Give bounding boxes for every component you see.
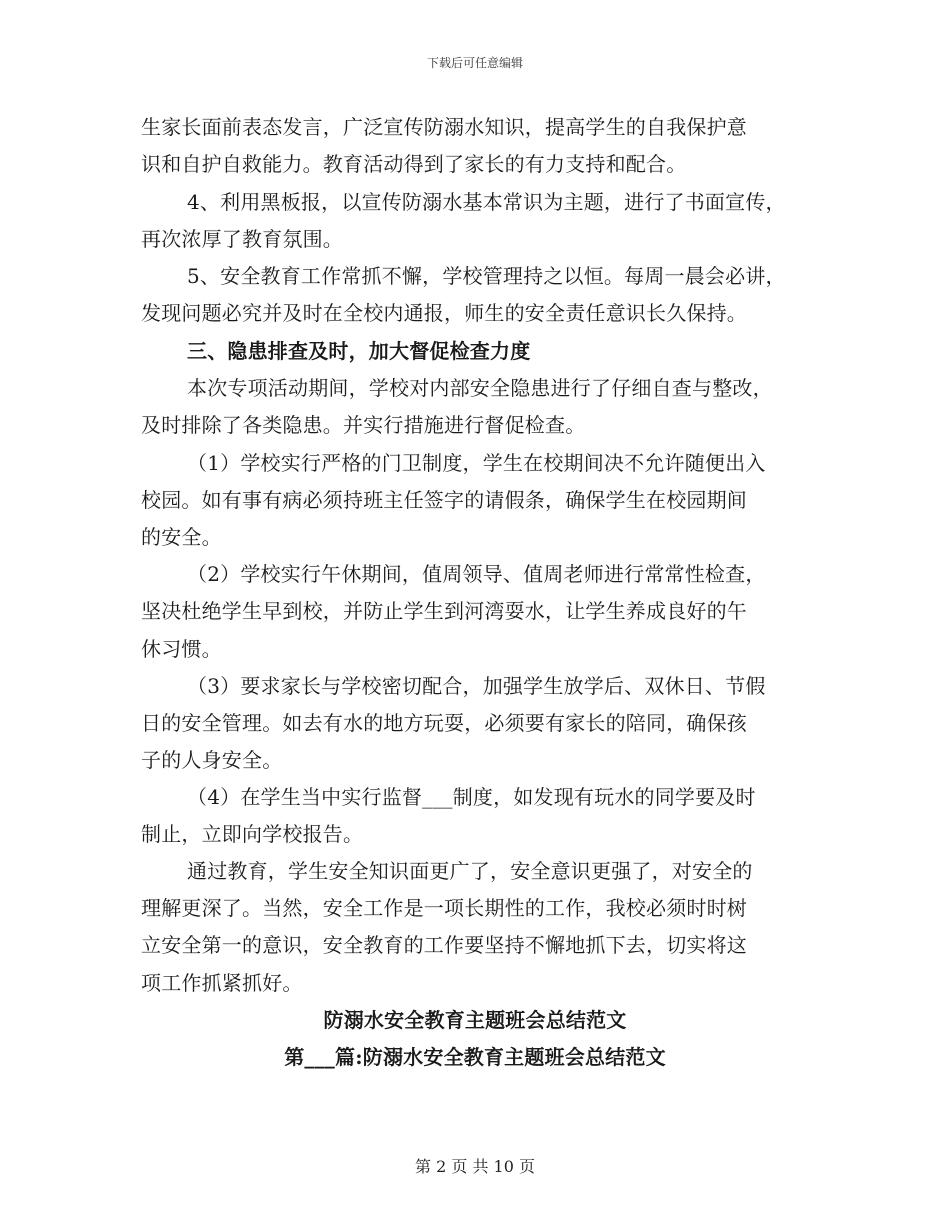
page-number: 第 2 页 共 10 页 [415, 1157, 535, 1176]
section-heading: 三、隐患排查及时，加大督促检查力度 [187, 339, 531, 363]
text-line: 日的安全管理。如去有水的地方玩耍，必须要有家长的陪同，确保孩 [141, 711, 747, 735]
text-line: 校园。如有事有病必须持班主任签字的请假条，确保学生在校园期间 [141, 488, 747, 512]
document-title: 防溺水安全教育主题班会总结范文 [323, 1008, 627, 1032]
text-line: （1）学校实行严格的门卫制度，学生在校期间决不允许随便出入 [187, 451, 766, 475]
text-line: 本次专项活动期间，学校对内部安全隐患进行了仔细自查与整改， [187, 376, 773, 400]
text-line: 再次浓厚了教育氛围。 [141, 227, 343, 251]
text-line: （3）要求家长与学校密切配合，加强学生放学后、双休日、节假 [187, 674, 766, 698]
text-line: 的安全。 [141, 525, 222, 549]
text-line: 通过教育，学生安全知识面更广了，安全意识更强了，对安全的 [187, 859, 753, 883]
text-line: （4）在学生当中实行监督___制度，如发现有玩水的同学要及时 [187, 785, 756, 809]
text-line: 子的人身安全。 [141, 748, 283, 772]
text-line: 立安全第一的意识，安全教育的工作要坚持不懈地抓下去，切实将这 [141, 933, 747, 957]
text-line: 休习惯。 [141, 637, 222, 661]
text-line: 5、安全教育工作常抓不懈，学校管理持之以恒。每周一晨会必讲， [187, 264, 786, 288]
text-line: 及时排除了各类隐患。并实行措施进行督促检查。 [141, 413, 586, 437]
text-line: 项工作抓紧抓好。 [141, 971, 303, 995]
text-line: 坚决杜绝学生早到校，并防止学生到河湾耍水，让学生养成良好的午 [141, 599, 747, 623]
text-line: 发现问题必究并及时在全校内通报，师生的安全责任意识长久保持。 [141, 301, 747, 325]
text-line: 识和自护自救能力。教育活动得到了家长的有力支持和配合。 [141, 152, 687, 176]
text-line: 4、利用黑板报，以宣传防溺水基本常识为主题，进行了书面宣传， [187, 190, 786, 214]
text-line: 理解更深了。当然，安全工作是一项长期性的工作，我校必须时时树 [141, 896, 747, 920]
header-note: 下载后可任意编辑 [426, 56, 523, 70]
text-line: 生家长面前表态发言，广泛宣传防溺水知识，提高学生的自我保护意 [141, 115, 747, 139]
text-line: （2）学校实行午休期间，值周领导、值周老师进行常常性检查， [187, 562, 766, 586]
text-line: 制止，立即向学校报告。 [141, 822, 364, 846]
document-subtitle: 第___篇:防溺水安全教育主题班会总结范文 [284, 1045, 666, 1069]
